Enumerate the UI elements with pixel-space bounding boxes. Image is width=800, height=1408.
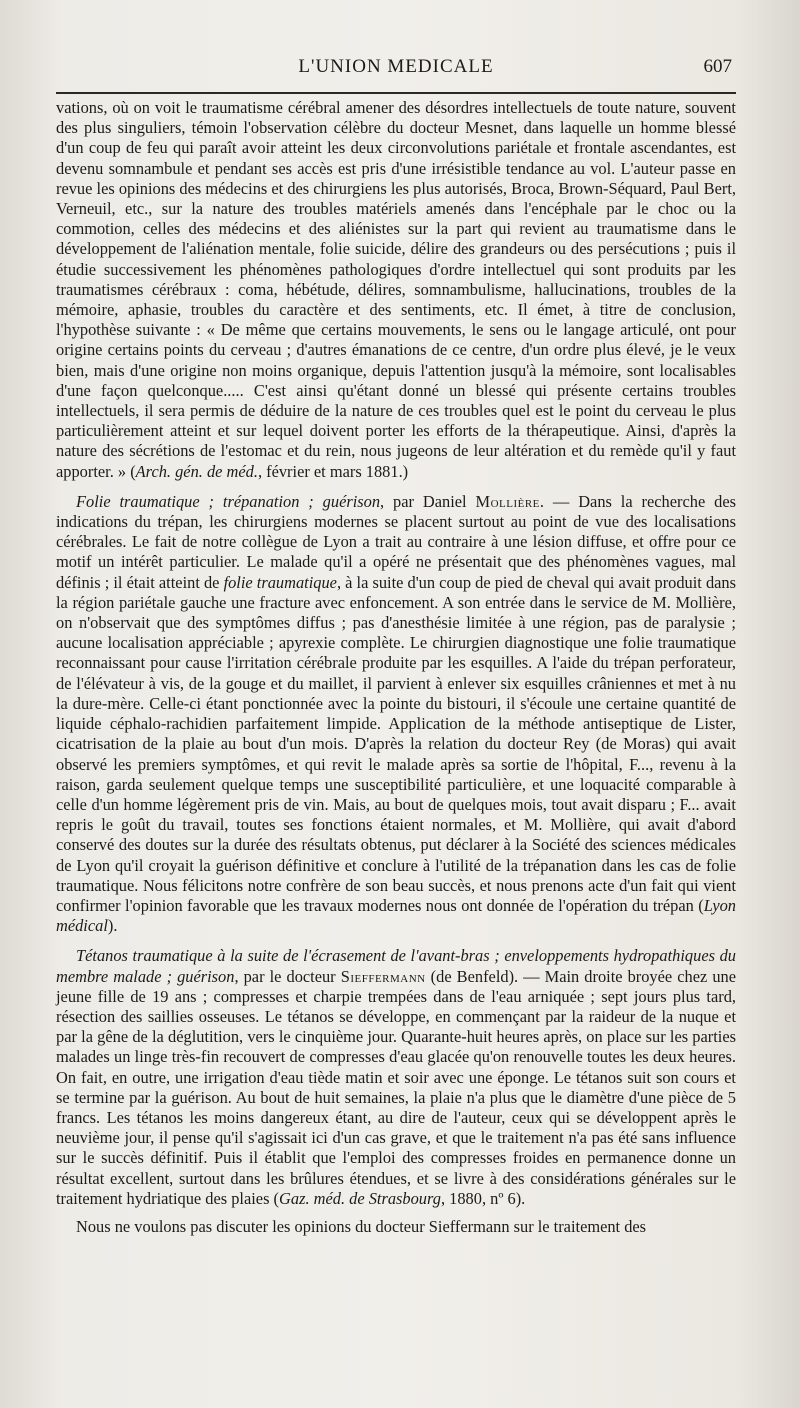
paragraph-text-cont: , à la suite d'un coup de pied de cheval qui avait produit dans la région pariétale gauche une fracture avec enfoncement. A son entrée dans le service de M. Mollière, on n'observait que des symptômes diffus ; pas d'anesthésie limitée à une région, pas de paralysie ; aucune localisation appréciable ; apyrexie complète. Le chirurgien diagnostique une folie traumatique reconnaissant pour cause l'irritation cérébrale produite par les esquilles. A l'aide du trépan perforateur, de l'élévateur à vis, de la gouge et du maillet, il parvient à enlever six esquilles crâniennes et met à nu la dure-mère. Celle-ci étant ponctionnée avec la pointe du bistouri, il s'écoule une certaine quantité de liquide céphalo-rachidien parfaitement limpide. Application de la méthode antiseptique de Lister, cicatrisation de la plaie au bout d'un mois. D'après la relation du docteur Rey (de Moras) qui avait observé les premiers symptômes, et qui revit le malade après sa sortie de l'hôpital, F..., revenu à la raison, garda seulement quelque temps une susceptibilité particulière, et une loquacité comparable à celle d'un homme légèrement pris de vin. Mais, au bout de quelques mois, tout avait disparu ; F... avait repris le goût du travail, toutes ses fonctions étaient normales, et M. Mollière, qui avait d'abord conservé des doutes sur la durée des résultats obtenus, put déclarer à la Société des sciences médicales de Lyon qu'il croyait la guérison définitive et conclure à l'utilité de la trépanation dans les cas de folie traumatique. Nous félicitons notre confrère de son beau succès, et nous prenons acte d'un fait qui vient confirmer l'opinion favorable que les travaux modernes nous ont donnée de l'opération du trépan ( [56,572,737,915]
paragraph-text: (de Benfeld). — Main droite broyée chez une jeune fille de 19 ans ; compresses et charpie trempées dans de l'eau arniquée ; sept jours plus tard, résection des saillies osseuses. Le tétanos se développe, en commençant par la raideur de la nuque et par la gêne de la déglutition, vers le cinquième jour. Quarante-huit heures après, on place sur les parties malades un linge très-fin recouvert de compresses d'eau glacée qu'on renouvelle toutes les deux heures. On fait, en outre, une irrigation d'eau tiède matin et soir avec une éponge. Le tétanos suit son cours et se termine par la guérison. Au bout de huit semaines, la plaie n'a plus que le diamètre d'une pièce de 5 francs. Les tétanos les moins dangereux étant, au dire de l'auteur, ceux qui se développent après le neuvième jour, il pense qu'il s'agissait ici d'un cas grave, et que le traitement n'a pas été sans influence sur le succès définitif. Puis il établit que l'emploi des compresses froides en permanence donne un résultat excellent, surtout dans les brûlures étendues, et se livre à des considérations générales sur le traitement hydriatique des plaies ( [56,966,736,1208]
byline-prefix: , par Daniel [380,491,476,511]
section-title: Folie traumatique ; trépanation ; guérison [76,491,381,511]
paragraph-continued [56,98,736,482]
citation: Arch. gén. de méd. [135,461,258,481]
paragraph-text: . — Dans la recherche des indications du trépan, les chirurgiens modernes se placent surtout au point de vue des localisations cérébrales. Le fait de notre collègue de Lyon a trait au contraire à une lésion diffuse, et offre pour ce motif un intérêt particulier. Le malade qu'il a opéré ne présentait que des phénomènes vagues, mal définis ; il était atteint de [56,491,736,592]
paragraph-text: vations, où on voit le traumatisme cérébral amener des désordres intellectuels de toute nature, souvent des plus singuliers, témoin l'observation célèbre du docteur Mesnet, dans laquelle un homme blessé d'un coup de feu qui paraît avoir atteint les deux circonvolutions pariétale et frontale ascendantes, est devenu somnambule et pendant ses accès est pris d'une irrésistible tendance au vol. L'auteur passe en revue les opinions des médecins et des chirurgiens les plus autorisés, Broca, Brown-Séquard, Paul Bert, Verneuil, etc., sur la nature des troubles matériels amenés dans l'encéphale par le choc ou la commotion, celles des médecins et des aliénistes sur la part qui revient au traumatisme dans le développement de l'aliénation mentale, folie suicide, délire des grandeurs ou des persécutions ; puis il étudie successivement les phénomènes pathologiques d'ordre intellectuel qui sont produits par les traumatismes cérébraux : coma, hébétude, délires, somnambulisme, hallucinations, troubles de la mémoire, aphasie, troubles du caractère et des sentiments, etc. Il émet, à titre de conclusion, l'hypothèse suivante : « De même que certains mouvements, le sens ou le langage articulé, ont pour origine certains points du cerveau ; d'autres émanations de ce centre, d'un ordre plus élevé, je le veux bien, mais d'une origine non moins organique, depuis l'attention jusqu'à la mémoire, sont localisables d'une façon quelconque..... C'est ainsi qu'étant donné un blessé qui présente certains troubles intellectuels, il sera permis de déduire de la nature de ces troubles quel est le point du cerveau le plus particulièrement atteint et sur lequel doivent porter les efforts de la thérapeutique. Ainsi, d'après la nature des sécrétions de l'estomac et du rein, nous jugeons de leur altération et du remède qu'il y faut apporter. » ( [56,98,736,481]
article-body [56,98,736,1237]
section-title: Tétanos traumatique à la suite de l'écrasement de l'avant-bras ; enveloppements hydropathiques du membre malade ; guérison [56,946,736,986]
citation-tail: , février et mars 1881.) [257,461,409,481]
paragraph-final [56,1217,736,1237]
paragraph-tetanos [56,946,736,1209]
paragraph-folie-traumatique [56,492,736,936]
page-number: 607 [703,56,732,77]
citation: Gaz. méd. de Strasbourg [279,1188,441,1208]
paragraph-text: Nous ne voulons pas discuter les opinions du docteur Sieffermann sur le traitement des [76,1216,647,1236]
header-rule [56,92,736,94]
author-name: Mollière [475,491,540,511]
running-title: L'UNION MEDICALE [298,56,494,77]
citation-tail: ). [107,916,118,936]
page-header [56,56,736,86]
emphasis-term: folie traumatique [223,572,337,592]
citation: Lyon médical [56,895,736,936]
author-name: Sieffermann [340,966,426,986]
citation-tail: , 1880, nº 6). [440,1188,526,1208]
byline-prefix: , par le docteur [234,966,341,986]
